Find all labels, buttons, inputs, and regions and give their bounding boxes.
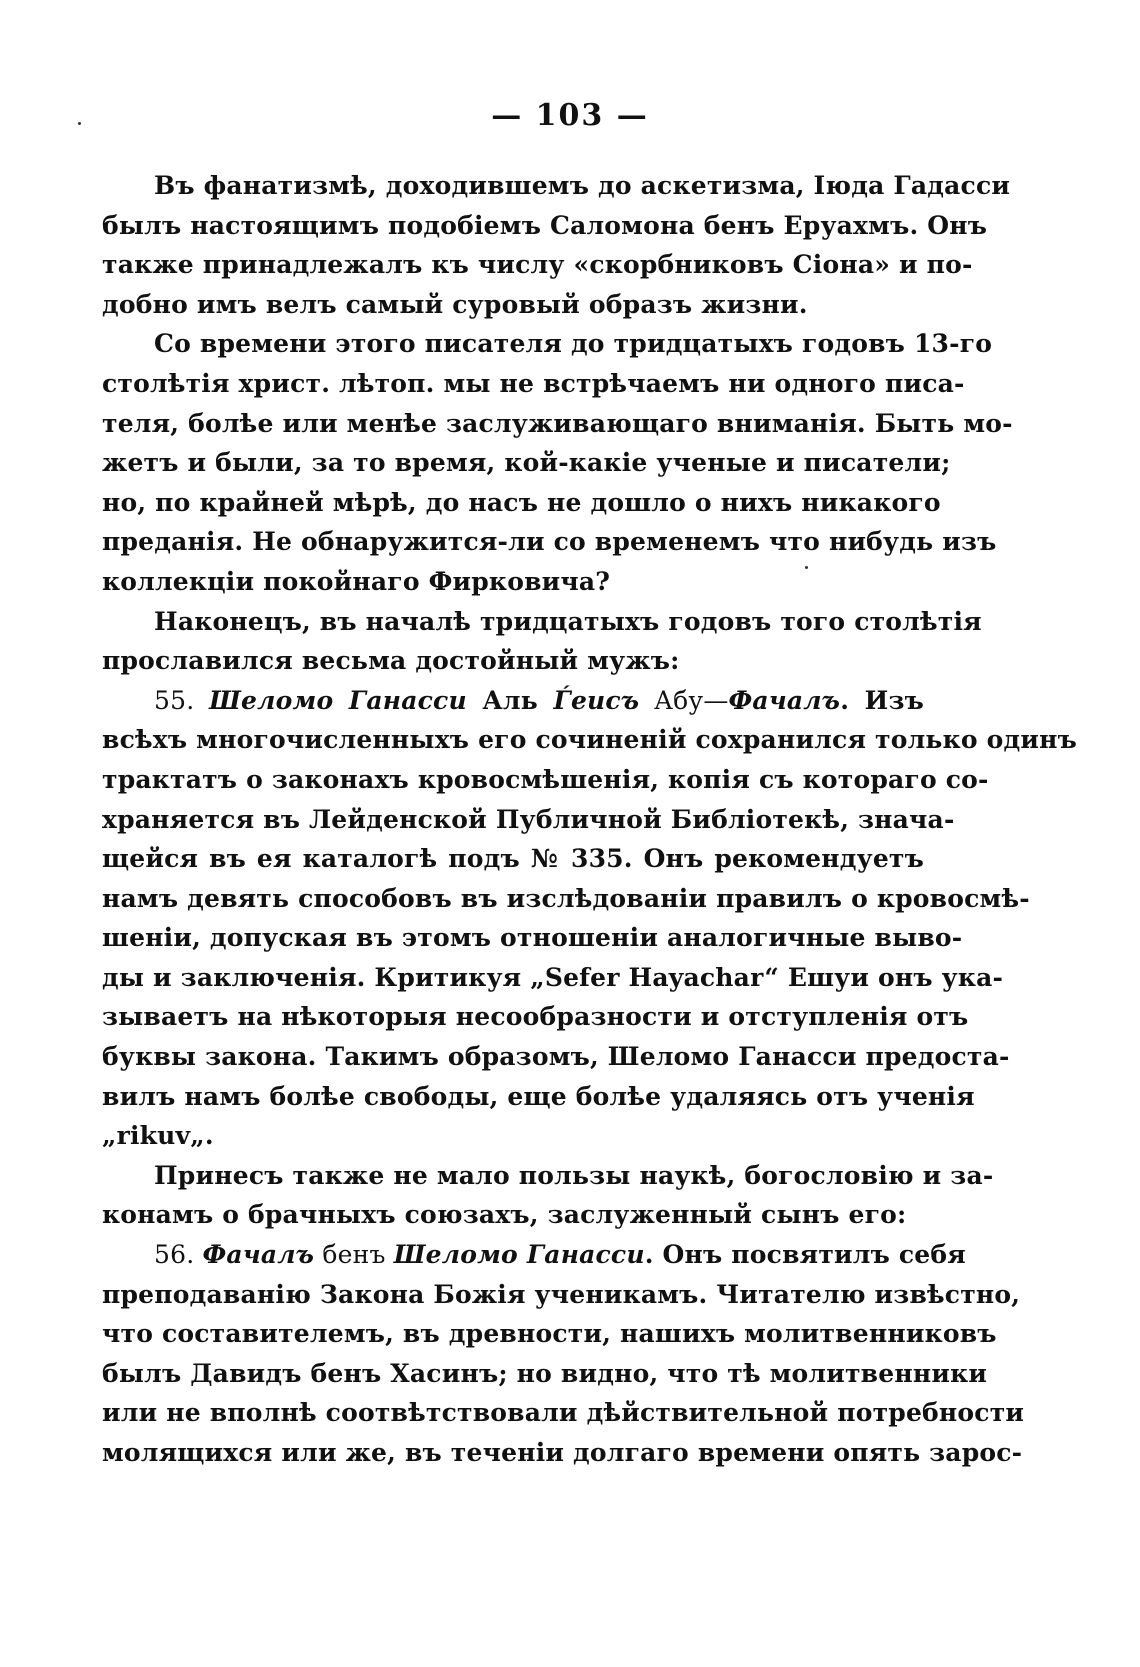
text-segment: теля, болѣе или менѣе заслуживающаго вниманія. Быть мо- <box>102 408 1013 438</box>
text-segment: бенъ <box>314 1240 394 1270</box>
text-line <box>102 1275 1021 1315</box>
text-line <box>102 404 1013 444</box>
text-segment: Аль <box>466 685 554 715</box>
text-segment: молящихся или же, въ теченіи долгаго времени опять зарос- <box>102 1438 1023 1467</box>
text-segment: . Изъ <box>840 685 924 715</box>
text-line <box>102 1077 975 1117</box>
scan-speck <box>805 566 808 569</box>
text-segment: жетъ и были, за то время, кой-какіе ученые и писатели; <box>102 448 951 478</box>
text-segment: коллекціи покойнаго Фирковича? <box>102 566 611 596</box>
italic-name: Шеломо Ганасси <box>393 1240 645 1270</box>
text-segment: зываетъ на нѣкоторыя несообразности и отступленія отъ <box>102 1002 969 1032</box>
text-segment: „rikuv„. <box>102 1121 214 1151</box>
text-segment: былъ Давидъ бенъ Хасинъ; но видно, что тѣ молитвенники <box>102 1358 988 1388</box>
text-line <box>102 681 924 721</box>
text-segment: былъ настоящимъ подобіемъ Саломона бенъ Еруахмъ. Онъ <box>102 210 988 240</box>
text-line <box>102 1037 1010 1077</box>
text-line <box>102 1314 997 1354</box>
text-segment: столѣтія христ. лѣтоп. мы не встрѣчаемъ ни одного писа- <box>102 368 965 398</box>
text-segment: храняется въ Лейденской Публичной Библіотекѣ, знача- <box>102 804 955 834</box>
text-line <box>102 522 997 562</box>
text-line <box>102 1156 994 1196</box>
text-segment: Наконецъ, въ началѣ тридцатыхъ годовъ того столѣтія <box>154 606 982 636</box>
text-line <box>102 166 1011 206</box>
text-segment: также принадлежалъ къ числу «скорбниковъ Сіона» и по- <box>102 250 973 280</box>
text-segment: или не вполнѣ соотвѣтствовали дѣйствительной потребности <box>102 1398 1025 1428</box>
text-line <box>102 324 993 364</box>
text-segment: Со времени этого писателя до тридцатыхъ годовъ 13-го <box>154 329 993 359</box>
text-segment: вилъ намъ болѣе свободы, еще болѣе удаляясь отъ ученія <box>102 1081 975 1111</box>
italic-name: Шеломо Ганасси <box>209 685 467 715</box>
page-number: — 103 — <box>491 98 649 133</box>
text-segment: добно имъ велъ самый суровый образъ жизни. <box>102 289 808 319</box>
text-line <box>102 1354 988 1394</box>
text-segment: шеніи, допуская въ этомъ отношеніи аналогичные выво- <box>102 923 963 953</box>
text-line <box>102 1195 924 1235</box>
text-line <box>102 879 1030 919</box>
text-line <box>102 483 941 523</box>
italic-name: Фачалъ <box>202 1240 315 1270</box>
text-line <box>102 800 955 840</box>
text-line <box>102 958 1004 998</box>
text-line <box>102 641 924 681</box>
text-line <box>102 997 969 1037</box>
text-line <box>102 443 951 483</box>
italic-name: Ѓеисъ <box>553 685 640 715</box>
text-segment: всѣхъ многочисленныхъ его сочиненій сохранился только одинъ <box>102 725 1077 755</box>
text-segment: Абу— <box>639 685 729 715</box>
text-line <box>102 1235 966 1275</box>
text-segment: прославился весьма достойный мужъ: <box>102 646 680 676</box>
scan-speck <box>78 122 81 125</box>
text-segment: ды и заключенія. Критикуя „Sefer Hayachar“ Ешуи онъ ука- <box>102 962 1004 992</box>
text-line <box>102 1393 1025 1433</box>
text-segment: трактатъ о законахъ кровосмѣшенія, копія съ котораго со- <box>102 764 989 794</box>
text-line <box>102 364 965 404</box>
text-line <box>102 720 1077 760</box>
text-line <box>102 760 989 800</box>
text-line <box>102 1116 924 1156</box>
italic-name: Фачалъ <box>728 685 841 715</box>
text-segment: . Онъ посвятилъ себя <box>644 1240 966 1270</box>
text-line <box>102 562 924 602</box>
text-line <box>102 206 988 246</box>
text-segment: но, по крайней мѣрѣ, до насъ не дошло о нихъ никакого <box>102 487 941 517</box>
text-segment: 56. <box>154 1240 203 1270</box>
text-line <box>102 245 973 285</box>
text-line <box>102 285 924 325</box>
text-segment: буквы закона. Такимъ образомъ, Шеломо Ганасси предоста- <box>102 1042 1010 1072</box>
text-segment: что составителемъ, въ древности, нашихъ молитвенниковъ <box>102 1319 997 1349</box>
text-segment: Въ фанатизмѣ, доходившемъ до аскетизма, Іюда Гадасси <box>154 171 1011 200</box>
text-line <box>102 1433 1023 1473</box>
text-line <box>102 839 924 879</box>
text-line <box>102 602 982 642</box>
text-segment: преданія. Не обнаружится-ли со временемъ что нибудь изъ <box>102 527 997 557</box>
text-segment: конамъ о брачныхъ союзахъ, заслуженный сынъ его: <box>102 1200 907 1230</box>
text-segment: преподаванію Закона Божія ученикамъ. Читателю извѣстно, <box>102 1279 1021 1309</box>
text-segment: намъ девять способовъ въ изслѣдованіи правилъ о кровосмѣ- <box>102 883 1030 913</box>
text-segment: щейся въ ея каталогѣ подъ № 335. Онъ рекомендуетъ <box>102 844 924 874</box>
text-line <box>102 918 963 958</box>
text-segment: 55. <box>154 685 210 715</box>
text-segment: Принесъ также не мало пользы наукѣ, богословію и за- <box>154 1160 994 1190</box>
body-text <box>102 166 1077 1473</box>
